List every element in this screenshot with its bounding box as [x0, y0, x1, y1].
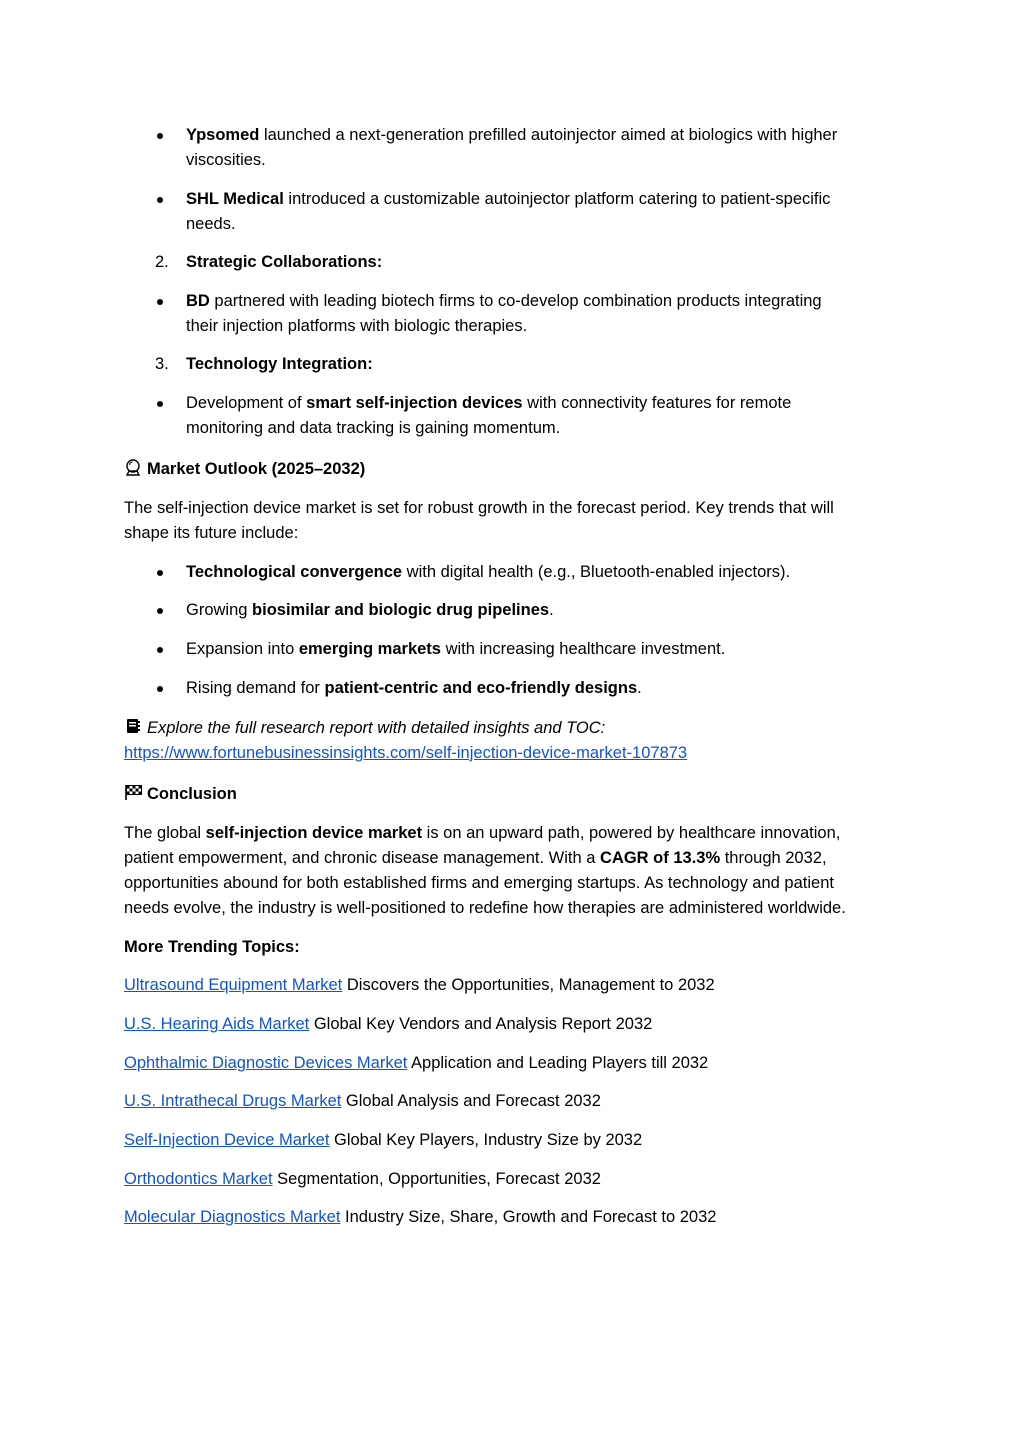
trend-text: with digital health (e.g., Bluetooth-enabled injectors). [402, 563, 791, 581]
trending-description: Global Key Players, Industry Size by 2032 [329, 1131, 643, 1149]
trending-link[interactable]: U.S. Intrathecal Drugs Market [124, 1092, 342, 1110]
explore-text: Explore the full research report with detailed insights and TOC: [147, 719, 606, 737]
list-item-continuation: their injection platforms with biologic therapies. [186, 317, 528, 335]
bullet-marker [156, 598, 168, 623]
list-item-text: Development of [186, 394, 307, 412]
section-heading-text: Conclusion [147, 785, 237, 803]
book-icon [124, 718, 143, 735]
list-item [186, 123, 906, 148]
trend-text: Rising demand for [186, 679, 325, 697]
paragraph-text: patient empowerment, and chronic disease management. With a [124, 849, 601, 867]
trending-link[interactable]: Ultrasound Equipment Market [124, 976, 343, 994]
trending-heading [124, 935, 914, 960]
bullet-marker [156, 187, 168, 212]
trending-topic [124, 1051, 914, 1076]
paragraph-text: The global [124, 824, 206, 842]
paragraph-text: through 2032, [720, 849, 827, 867]
numbered-heading-text: Strategic Collaborations: [186, 253, 383, 271]
list-item-text: launched a next-generation prefilled autoinjector aimed at biologics with higher [259, 126, 838, 144]
trend-item [186, 598, 906, 623]
paragraph-line: The self-injection device market is set for robust growth in the forecast period. Key trends that will [124, 499, 834, 517]
trend-text: . [549, 601, 554, 619]
list-number: 2. [155, 253, 169, 271]
company-name: SHL Medical [186, 190, 284, 208]
trending-description: Discovers the Opportunities, Management to 2032 [342, 976, 715, 994]
paragraph-line [124, 846, 914, 871]
numbered-heading [186, 250, 906, 275]
emphasis-text: self-injection device market [205, 824, 423, 842]
paragraph-line: needs evolve, the industry is well-positioned to redefine how therapies are administered worldwide. [124, 899, 846, 917]
emphasis-text: patient-centric and eco-friendly designs [324, 679, 638, 697]
numbered-heading [186, 352, 906, 377]
list-item-continuation: viscosities. [186, 151, 266, 169]
trending-description: Industry Size, Share, Growth and Forecast to 2032 [340, 1208, 717, 1226]
paragraph-line: shape its future include: [124, 524, 299, 542]
trend-text: Growing [186, 601, 253, 619]
trending-link[interactable]: Self-Injection Device Market [124, 1131, 330, 1149]
list-item-text: introduced a customizable autoinjector platform catering to patient-specific [283, 190, 831, 208]
explore-line [124, 716, 914, 741]
trending-description: Segmentation, Opportunities, Forecast 2032 [272, 1170, 601, 1188]
trending-description: Global Key Vendors and Analysis Report 2032 [309, 1015, 653, 1033]
trend-text: Expansion into [186, 640, 299, 658]
paragraph-line: opportunities abound for both established firms and emerging startups. As technology and patient [124, 874, 834, 892]
company-name: Ypsomed [186, 126, 260, 144]
company-name: BD [186, 292, 210, 310]
list-item [186, 289, 906, 314]
report-link[interactable]: https://www.fortunebusinessinsights.com/self-injection-device-market-107873 [124, 744, 688, 762]
trend-item [186, 676, 906, 701]
trending-topic [124, 1012, 914, 1037]
trending-topic [124, 1089, 914, 1114]
paragraph-text: is on an upward path, powered by healthcare innovation, [422, 824, 841, 842]
trend-text: . [637, 679, 642, 697]
list-number: 3. [155, 355, 169, 373]
trending-link[interactable]: Molecular Diagnostics Market [124, 1208, 341, 1226]
emphasis-text: smart self-injection devices [306, 394, 523, 412]
trending-topic [124, 1205, 914, 1230]
bullet-marker [156, 289, 168, 314]
trend-item [186, 560, 906, 585]
list-item [186, 391, 906, 416]
trending-heading-text: More Trending Topics: [124, 938, 300, 956]
emphasis-text: emerging markets [298, 640, 441, 658]
trend-text: with increasing healthcare investment. [440, 640, 726, 658]
trending-link[interactable]: Orthodontics Market [124, 1170, 273, 1188]
list-item-continuation: needs. [186, 215, 236, 233]
list-item-text: partnered with leading biotech firms to co-develop combination products integrating [209, 292, 822, 310]
trending-topic [124, 1128, 914, 1153]
trending-description: Global Analysis and Forecast 2032 [341, 1092, 601, 1110]
trending-link[interactable]: Ophthalmic Diagnostic Devices Market [124, 1054, 408, 1072]
list-item [186, 187, 906, 212]
emphasis-text: CAGR of 13.3% [600, 849, 721, 867]
bullet-marker [156, 560, 168, 585]
list-item-text: with connectivity features for remote [522, 394, 792, 412]
report-link-line [124, 741, 914, 766]
emphasis-text: Technological convergence [186, 563, 403, 581]
trending-topic [124, 1167, 914, 1192]
trending-topic [124, 973, 914, 998]
bullet-marker [156, 676, 168, 701]
bullet-marker [156, 637, 168, 662]
emphasis-text: biosimilar and biologic drug pipelines [252, 601, 550, 619]
trending-link[interactable]: U.S. Hearing Aids Market [124, 1015, 310, 1033]
trend-item [186, 637, 906, 662]
section-heading-outlook [124, 457, 914, 482]
section-heading-conclusion [124, 782, 914, 807]
trending-description: Application and Leading Players till 2032 [407, 1054, 709, 1072]
paragraph-line [124, 821, 914, 846]
checkered-flag-icon [124, 784, 143, 801]
bullet-marker [156, 123, 168, 148]
section-heading-text: Market Outlook (2025–2032) [147, 460, 366, 478]
list-item-continuation: monitoring and data tracking is gaining momentum. [186, 419, 561, 437]
numbered-heading-text: Technology Integration: [186, 355, 373, 373]
crystal-ball-icon [124, 459, 143, 476]
bullet-marker [156, 391, 168, 416]
